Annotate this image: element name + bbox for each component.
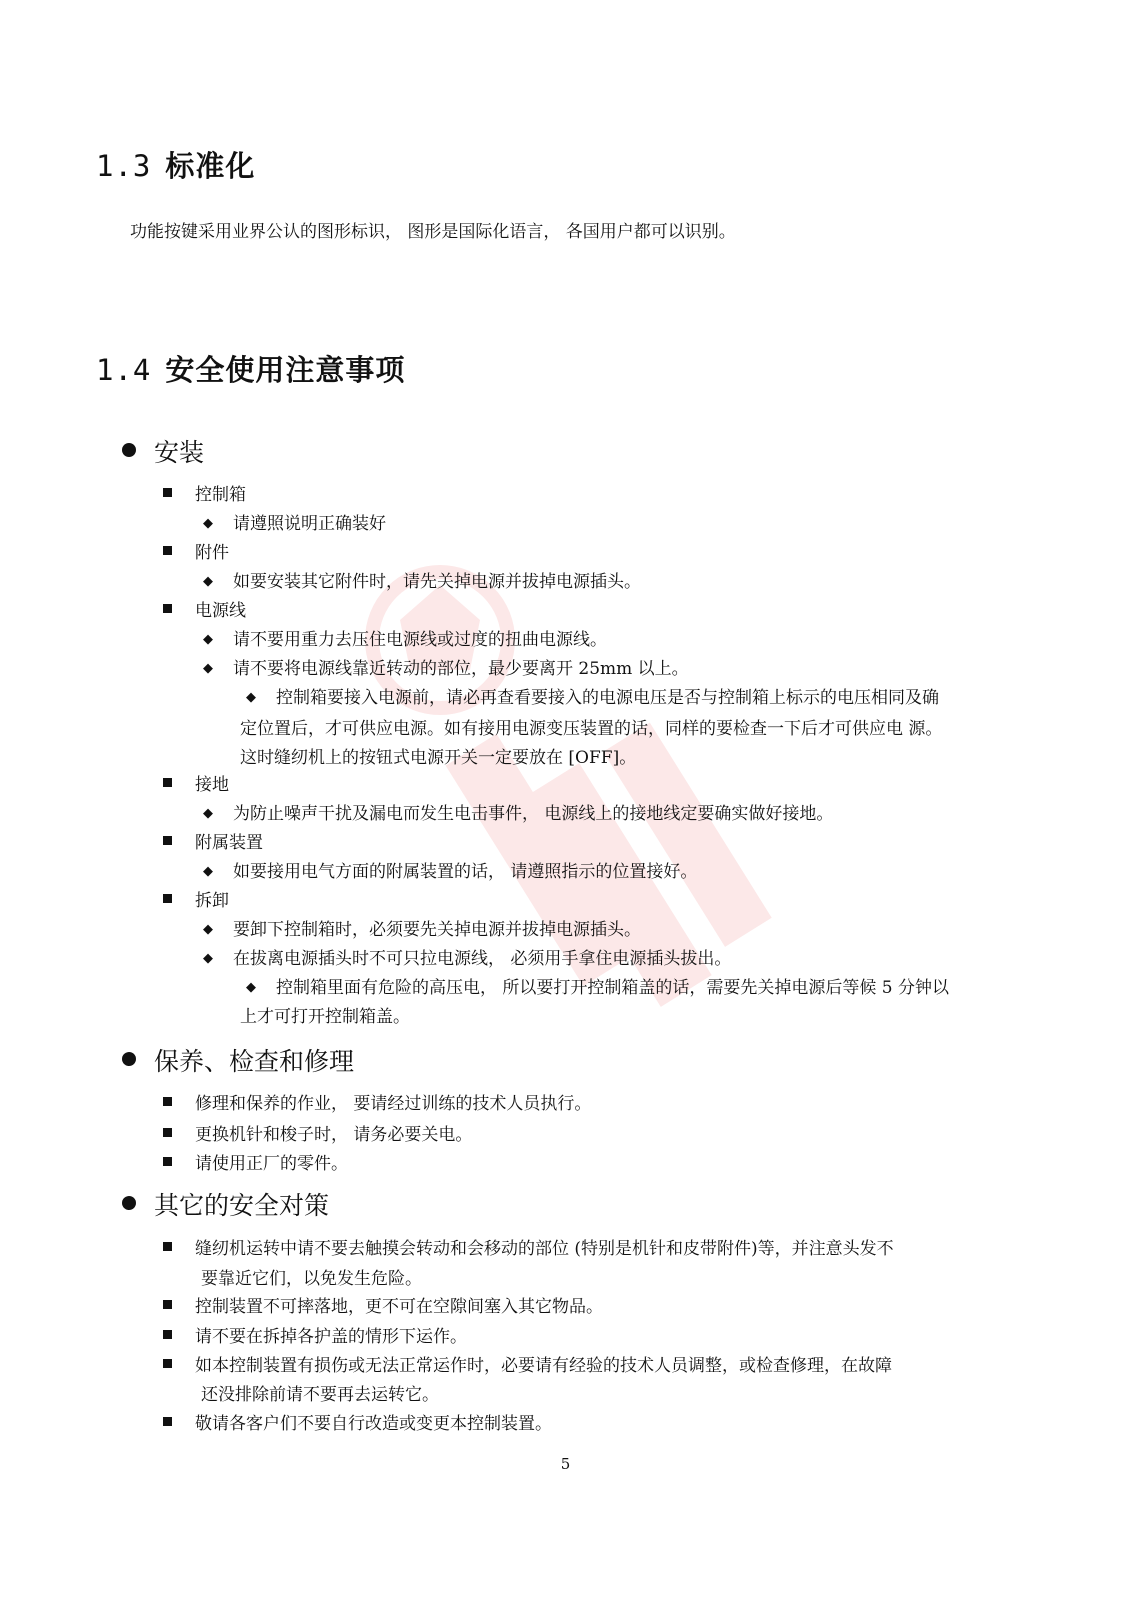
list-item: 控制装置不可摔落地，更不可在空隙间塞入其它物品。 — [163, 1292, 603, 1317]
diamond-bullet-icon: ◆ — [203, 922, 213, 937]
list-subsubitem: ◆ 控制箱要接入电源前，请必再查看要接入的电源电压是否与控制箱上标示的电压相同及确 — [246, 688, 939, 708]
list-item: 请使用正厂的零件。 — [163, 1149, 348, 1174]
square-bullet-icon — [163, 604, 172, 613]
list-subitem: ◆ 要卸下控制箱时，必须要先关掉电源并拔掉电源插头。 — [203, 920, 641, 940]
square-bullet-icon — [163, 1417, 172, 1426]
section-heading-1-4: 1.4 安全使用注意事项 — [96, 353, 406, 387]
diamond-bullet-icon: ◆ — [246, 980, 256, 995]
diamond-bullet-icon: ◆ — [203, 661, 213, 676]
section-1-3-body: 功能按键采用业界公认的图形标识， 图形是国际化语言， 各国用户都可以识别。 — [130, 222, 736, 242]
subsection-maintenance-title: 保养、检查和修理 — [122, 1042, 354, 1078]
square-bullet-icon — [163, 1330, 172, 1339]
diamond-bullet-icon: ◆ — [246, 690, 256, 705]
square-bullet-icon — [163, 894, 172, 903]
list-item: 修理和保养的作业， 要请经过训练的技术人员执行。 — [163, 1089, 591, 1114]
list-subitem: ◆ 请不要将电源线靠近转动的部位，最少要离开 25mm 以上。 — [203, 659, 689, 679]
diamond-bullet-icon: ◆ — [203, 951, 213, 966]
list-subsubitem: ◆ 控制箱里面有危险的高压电， 所以要打开控制箱盖的话，需要先关掉电源后等候 5 分钟以 — [246, 978, 950, 998]
list-subitem: ◆ 请遵照说明正确装好 — [203, 514, 386, 534]
list-subitem: ◆ 在拔离电源插头时不可只拉电源线， 必须用手拿住电源插头拔出。 — [203, 949, 732, 969]
list-item: 缝纫机运转中请不要去触摸会转动和会移动的部位 (特别是机针和皮带附件)等，并注意头发不 — [163, 1234, 894, 1259]
square-bullet-icon — [163, 488, 172, 497]
list-item-controller: 控制箱 — [163, 480, 246, 505]
square-bullet-icon — [163, 1359, 172, 1368]
page-number: 5 — [560, 1455, 571, 1473]
list-subitem: ◆ 为防止噪声干扰及漏电而发生电击事件， 电源线上的接地线定要确实做好接地。 — [203, 804, 834, 824]
list-item-power-cord: 电源线 — [163, 596, 246, 621]
square-bullet-icon — [163, 1242, 172, 1251]
circle-bullet-icon — [122, 1196, 136, 1210]
list-item: 如本控制装置有损伤或无法正常运作时，必要请有经验的技术人员调整，或检查修理，在故障 — [163, 1351, 892, 1376]
diamond-bullet-icon: ◆ — [203, 806, 213, 821]
list-item-attachments: 附属装置 — [163, 828, 263, 853]
diamond-bullet-icon: ◆ — [203, 864, 213, 879]
subsection-install-title: 安装 — [122, 433, 204, 469]
circle-bullet-icon — [122, 443, 136, 457]
list-continuation: 上才可打开控制箱盖。 — [240, 1007, 410, 1027]
list-subitem: ◆ 如要接用电气方面的附属装置的话， 请遵照指示的位置接好。 — [203, 862, 698, 882]
square-bullet-icon — [163, 1157, 172, 1166]
diamond-bullet-icon: ◆ — [203, 632, 213, 647]
list-subitem: ◆ 请不要用重力去压住电源线或过度的扭曲电源线。 — [203, 630, 607, 650]
square-bullet-icon — [163, 836, 172, 845]
list-item: 敬请各客户们不要自行改造或变更本控制装置。 — [163, 1409, 552, 1434]
circle-bullet-icon — [122, 1052, 136, 1066]
list-item-accessory: 附件 — [163, 538, 229, 563]
square-bullet-icon — [163, 1128, 172, 1137]
list-continuation: 定位置后，才可供应电源。如有接用电源变压装置的话，同样的要检查一下后才可供应电 源。 — [240, 719, 943, 739]
square-bullet-icon — [163, 1097, 172, 1106]
list-item: 请不要在拆掉各护盖的情形下运作。 — [163, 1322, 467, 1347]
list-continuation: 还没排除前请不要再去运转它。 — [201, 1385, 439, 1405]
section-heading-1-3: 1.3 标准化 — [96, 149, 256, 183]
list-item-removal: 拆卸 — [163, 886, 229, 911]
diamond-bullet-icon: ◆ — [203, 516, 213, 531]
list-item-grounding: 接地 — [163, 770, 229, 795]
diamond-bullet-icon: ◆ — [203, 574, 213, 589]
list-item: 更换机针和梭子时， 请务必要关电。 — [163, 1120, 472, 1145]
square-bullet-icon — [163, 1300, 172, 1309]
list-continuation: 这时缝纫机上的按钮式电源开关一定要放在 [OFF]。 — [240, 748, 637, 768]
subsection-other-title: 其它的安全对策 — [122, 1186, 329, 1222]
list-subitem: ◆ 如要安装其它附件时，请先关掉电源并拔掉电源插头。 — [203, 572, 641, 592]
square-bullet-icon — [163, 546, 172, 555]
square-bullet-icon — [163, 778, 172, 787]
list-continuation: 要靠近它们，以免发生危险。 — [201, 1269, 422, 1289]
